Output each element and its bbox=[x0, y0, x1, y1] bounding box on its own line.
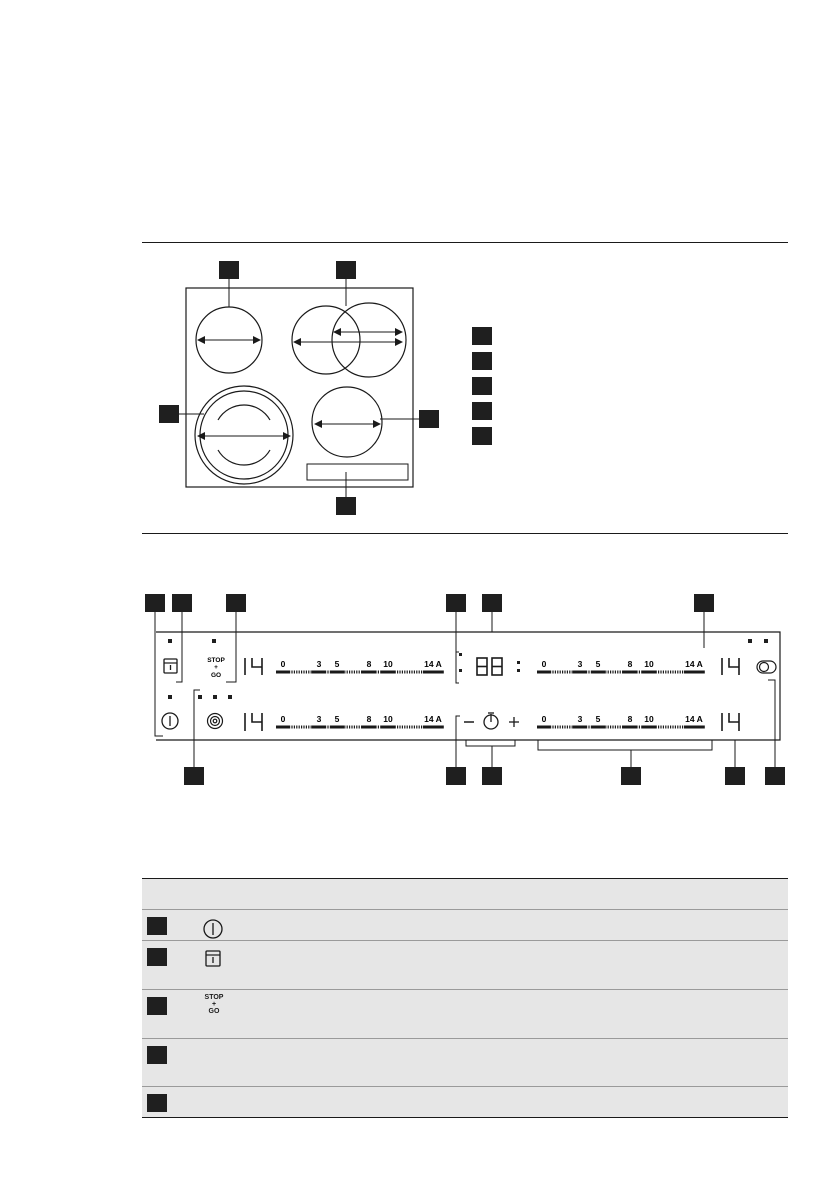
slider-tick-label: 3 bbox=[316, 714, 322, 724]
slider-tick-label: 5 bbox=[334, 659, 340, 669]
power-slider[interactable] bbox=[537, 714, 705, 727]
callout-marker bbox=[765, 767, 785, 785]
slider-tick-label: 0 bbox=[541, 659, 547, 669]
stop-go-label-go: GO bbox=[210, 672, 222, 679]
callout-marker bbox=[336, 497, 356, 515]
stop-go-label-plus: + bbox=[214, 664, 218, 671]
slider-tick-label: 10 bbox=[644, 714, 654, 724]
slider-tick-label: 8 bbox=[366, 659, 372, 669]
callout-marker bbox=[147, 948, 167, 966]
callout-marker bbox=[725, 767, 745, 785]
slider-tick-label: 8 bbox=[627, 659, 633, 669]
zone-display bbox=[722, 658, 739, 675]
callout-marker bbox=[446, 594, 466, 612]
table-row bbox=[142, 1039, 788, 1087]
slider-tick-label: 8 bbox=[366, 714, 372, 724]
slider-tick-label: 5 bbox=[595, 659, 601, 669]
legend-markers bbox=[470, 326, 496, 452]
control-panel-outline bbox=[307, 464, 408, 480]
slider-tick-label: 3 bbox=[316, 659, 322, 669]
callout-marker bbox=[226, 594, 246, 612]
control-panel-table bbox=[142, 878, 788, 1118]
callout-marker bbox=[184, 767, 204, 785]
slider-tick-label: 10 bbox=[644, 659, 654, 669]
slider-tick-label: 0 bbox=[280, 659, 286, 669]
callout-marker bbox=[482, 594, 502, 612]
zone-display bbox=[722, 713, 739, 731]
slider-tick-label: 14 A bbox=[424, 714, 442, 724]
callout-marker bbox=[219, 261, 239, 279]
lock-icon[interactable] bbox=[164, 659, 177, 673]
timer-display bbox=[477, 658, 502, 675]
cooking-zone-rear-right bbox=[312, 387, 382, 457]
callout-marker bbox=[159, 405, 179, 423]
power-slider[interactable] bbox=[537, 659, 705, 672]
slider-tick-label: 5 bbox=[595, 714, 601, 724]
callout-marker bbox=[147, 917, 167, 935]
stop-go-label-plus: + bbox=[211, 1001, 217, 1008]
callout-marker bbox=[147, 997, 167, 1015]
bridge-icon[interactable] bbox=[757, 661, 776, 673]
callout-marker bbox=[145, 594, 165, 612]
cooking-zone-rear-left-middle bbox=[200, 391, 288, 479]
cooking-zone-rear-left-inner-arc bbox=[218, 450, 270, 465]
callout-marker bbox=[694, 594, 714, 612]
cooking-zone-front-right-inner bbox=[332, 303, 406, 377]
slider-tick-label: 14 A bbox=[685, 714, 703, 724]
slider-tick-label: 3 bbox=[577, 714, 583, 724]
callout-marker bbox=[482, 767, 502, 785]
timer-plus-button[interactable] bbox=[509, 717, 519, 727]
callout-marker bbox=[172, 594, 192, 612]
table-header bbox=[142, 878, 788, 910]
power-slider[interactable] bbox=[276, 659, 444, 672]
callout-marker bbox=[336, 261, 356, 279]
callout-marker bbox=[419, 410, 439, 428]
callout-marker bbox=[147, 1094, 167, 1112]
slider-tick-label: 3 bbox=[577, 659, 583, 669]
power-icon bbox=[198, 914, 228, 944]
table-row bbox=[142, 910, 788, 941]
callout-marker bbox=[621, 767, 641, 785]
stop-go-icon bbox=[200, 994, 228, 1015]
stop-go-label-go: GO bbox=[208, 1008, 220, 1015]
control-panel-diagram bbox=[135, 585, 795, 790]
lock-icon bbox=[198, 945, 228, 975]
slider-tick-label: 10 bbox=[383, 659, 393, 669]
power-icon[interactable] bbox=[162, 713, 178, 729]
zone-display bbox=[245, 713, 262, 731]
table-row bbox=[142, 990, 788, 1039]
table-row bbox=[142, 1087, 788, 1118]
section-rule-top bbox=[142, 242, 788, 243]
stop-go-icon[interactable] bbox=[207, 657, 225, 679]
slider-tick-label: 0 bbox=[280, 714, 286, 724]
bridge-icon[interactable] bbox=[208, 714, 223, 729]
timer-icon[interactable] bbox=[484, 713, 498, 729]
callout-marker bbox=[446, 767, 466, 785]
table-row bbox=[142, 941, 788, 990]
slider-tick-label: 8 bbox=[627, 714, 633, 724]
section-rule-middle bbox=[142, 533, 788, 534]
slider-tick-label: 10 bbox=[383, 714, 393, 724]
callout-marker bbox=[147, 1046, 167, 1064]
power-slider[interactable] bbox=[276, 714, 444, 727]
cooking-zone-rear-left-outer bbox=[195, 386, 293, 484]
cooking-zone-rear-left-inner-arc bbox=[218, 405, 270, 420]
slider-tick-label: 14 A bbox=[685, 659, 703, 669]
slider-tick-label: 14 A bbox=[424, 659, 442, 669]
cooking-zone-front-right-outer bbox=[292, 306, 360, 374]
slider-tick-label: 0 bbox=[541, 714, 547, 724]
stop-go-label-stop: STOP bbox=[207, 657, 225, 664]
stop-go-label-stop: STOP bbox=[204, 994, 224, 1001]
zone-display bbox=[245, 658, 262, 675]
cooking-surface-diagram bbox=[150, 250, 450, 525]
slider-tick-label: 5 bbox=[334, 714, 340, 724]
